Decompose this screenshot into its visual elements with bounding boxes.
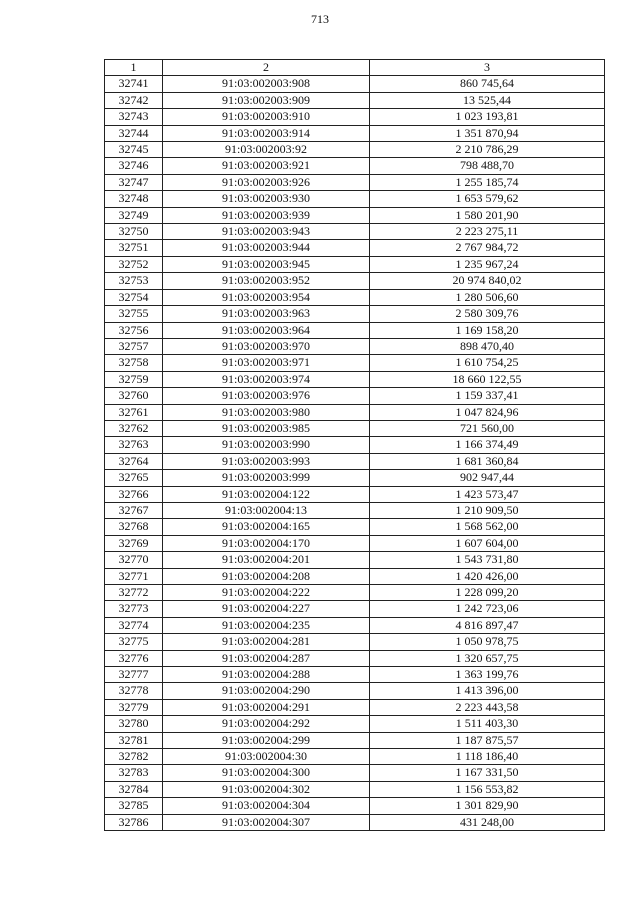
- cell-value: 1 320 657,75: [370, 650, 605, 666]
- table-row: [105, 224, 605, 240]
- cell-cadastral-number: 91:03:002003:974: [163, 371, 370, 387]
- table-row: [105, 273, 605, 289]
- cell-value: 1 543 731,80: [370, 552, 605, 568]
- cell-row-number: 32781: [105, 732, 163, 748]
- cell-value: 1 159 337,41: [370, 388, 605, 404]
- cell-value: 1 228 099,20: [370, 585, 605, 601]
- cell-cadastral-number: 91:03:002003:910: [163, 109, 370, 125]
- cell-row-number: 32763: [105, 437, 163, 453]
- cell-value: 2 210 786,29: [370, 142, 605, 158]
- table-row: [105, 388, 605, 404]
- table-row: [105, 92, 605, 108]
- cell-row-number: 32746: [105, 158, 163, 174]
- cell-value: 1 280 506,60: [370, 289, 605, 305]
- table-row: [105, 207, 605, 223]
- cell-row-number: 32742: [105, 92, 163, 108]
- table-row: [105, 650, 605, 666]
- cell-cadastral-number: 91:03:002004:222: [163, 585, 370, 601]
- cell-cadastral-number: 91:03:002004:288: [163, 667, 370, 683]
- cell-row-number: 32775: [105, 634, 163, 650]
- table-row: [105, 404, 605, 420]
- header-row: [105, 60, 605, 76]
- cell-cadastral-number: 91:03:002003:944: [163, 240, 370, 256]
- cell-cadastral-number: 91:03:002003:954: [163, 289, 370, 305]
- cell-cadastral-number: 91:03:002003:963: [163, 306, 370, 322]
- table-row: [105, 289, 605, 305]
- cell-row-number: 32764: [105, 453, 163, 469]
- cell-value: 2 580 309,76: [370, 306, 605, 322]
- table-row: [105, 699, 605, 715]
- cell-value: 721 560,00: [370, 420, 605, 436]
- cell-row-number: 32750: [105, 224, 163, 240]
- cell-value: 1 653 579,62: [370, 191, 605, 207]
- cell-row-number: 32786: [105, 814, 163, 830]
- page-number: 713: [311, 12, 329, 26]
- cell-value: 1 187 875,57: [370, 732, 605, 748]
- cell-value: 2 223 443,58: [370, 699, 605, 715]
- cell-value: 1 047 824,96: [370, 404, 605, 420]
- cell-row-number: 32755: [105, 306, 163, 322]
- cell-value: 1 610 754,25: [370, 355, 605, 371]
- cell-cadastral-number: 91:03:002003:970: [163, 338, 370, 354]
- cell-cadastral-number: 91:03:002003:908: [163, 76, 370, 92]
- table-row: [105, 765, 605, 781]
- table-row: [105, 240, 605, 256]
- cell-cadastral-number: 91:03:002004:227: [163, 601, 370, 617]
- cell-cadastral-number: 91:03:002004:170: [163, 535, 370, 551]
- cell-row-number: 32784: [105, 781, 163, 797]
- column-header-value: 3: [370, 60, 605, 76]
- cell-cadastral-number: 91:03:002003:993: [163, 453, 370, 469]
- cell-row-number: 32747: [105, 174, 163, 190]
- cell-row-number: 32745: [105, 142, 163, 158]
- table-row: [105, 814, 605, 830]
- cell-value: 1 351 870,94: [370, 125, 605, 141]
- cell-row-number: 32759: [105, 371, 163, 387]
- column-header-cadastral-number: 2: [163, 60, 370, 76]
- table-row: [105, 667, 605, 683]
- cell-row-number: 32773: [105, 601, 163, 617]
- cell-row-number: 32774: [105, 617, 163, 633]
- cell-value: 1 420 426,00: [370, 568, 605, 584]
- cell-cadastral-number: 91:03:002003:976: [163, 388, 370, 404]
- table-row: [105, 371, 605, 387]
- table-row: [105, 76, 605, 92]
- cell-cadastral-number: 91:03:002004:208: [163, 568, 370, 584]
- table-row: [105, 174, 605, 190]
- cell-row-number: 32767: [105, 502, 163, 518]
- cell-cadastral-number: 91:03:002003:999: [163, 470, 370, 486]
- cell-cadastral-number: 91:03:002003:930: [163, 191, 370, 207]
- cell-row-number: 32765: [105, 470, 163, 486]
- table-row: [105, 437, 605, 453]
- cell-value: 1 607 604,00: [370, 535, 605, 551]
- table-row: [105, 732, 605, 748]
- cell-value: 1 681 360,84: [370, 453, 605, 469]
- cell-row-number: 32772: [105, 585, 163, 601]
- table-row: [105, 470, 605, 486]
- cell-row-number: 32777: [105, 667, 163, 683]
- cell-cadastral-number: 91:03:002003:939: [163, 207, 370, 223]
- cell-value: 1 511 403,30: [370, 716, 605, 732]
- cell-cadastral-number: 91:03:002004:304: [163, 798, 370, 814]
- cell-cadastral-number: 91:03:002003:92: [163, 142, 370, 158]
- cell-row-number: 32768: [105, 519, 163, 535]
- cell-row-number: 32741: [105, 76, 163, 92]
- table-row: [105, 683, 605, 699]
- cell-cadastral-number: 91:03:002003:964: [163, 322, 370, 338]
- cell-cadastral-number: 91:03:002004:287: [163, 650, 370, 666]
- cell-cadastral-number: 91:03:002004:299: [163, 732, 370, 748]
- table-row: [105, 749, 605, 765]
- table-row: [105, 634, 605, 650]
- cell-value: 798 488,70: [370, 158, 605, 174]
- table-row: [105, 306, 605, 322]
- table-row: [105, 781, 605, 797]
- cell-value: 4 816 897,47: [370, 617, 605, 633]
- cell-cadastral-number: 91:03:002004:235: [163, 617, 370, 633]
- cell-cadastral-number: 91:03:002003:990: [163, 437, 370, 453]
- cell-value: 1 363 199,76: [370, 667, 605, 683]
- cell-value: 20 974 840,02: [370, 273, 605, 289]
- cell-value: 1 568 562,00: [370, 519, 605, 535]
- cell-value: 860 745,64: [370, 76, 605, 92]
- cell-cadastral-number: 91:03:002003:943: [163, 224, 370, 240]
- cell-value: 1 156 553,82: [370, 781, 605, 797]
- cell-cadastral-number: 91:03:002003:926: [163, 174, 370, 190]
- cell-row-number: 32782: [105, 749, 163, 765]
- cell-row-number: 32776: [105, 650, 163, 666]
- cell-row-number: 32754: [105, 289, 163, 305]
- cell-row-number: 32753: [105, 273, 163, 289]
- cell-cadastral-number: 91:03:002003:971: [163, 355, 370, 371]
- cell-cadastral-number: 91:03:002003:914: [163, 125, 370, 141]
- cell-value: 898 470,40: [370, 338, 605, 354]
- cell-cadastral-number: 91:03:002004:300: [163, 765, 370, 781]
- cell-row-number: 32766: [105, 486, 163, 502]
- cell-row-number: 32769: [105, 535, 163, 551]
- cell-row-number: 32751: [105, 240, 163, 256]
- cell-cadastral-number: 91:03:002004:291: [163, 699, 370, 715]
- cell-value: 1 235 967,24: [370, 256, 605, 272]
- cell-row-number: 32778: [105, 683, 163, 699]
- table-row: [105, 158, 605, 174]
- cell-value: 1 210 909,50: [370, 502, 605, 518]
- cell-row-number: 32779: [105, 699, 163, 715]
- table-body: [105, 76, 605, 831]
- cell-row-number: 32780: [105, 716, 163, 732]
- cell-row-number: 32752: [105, 256, 163, 272]
- cell-value: 1 169 158,20: [370, 322, 605, 338]
- cell-row-number: 32761: [105, 404, 163, 420]
- cell-cadastral-number: 91:03:002004:302: [163, 781, 370, 797]
- cell-row-number: 32756: [105, 322, 163, 338]
- cell-value: 1 242 723,06: [370, 601, 605, 617]
- cell-row-number: 32770: [105, 552, 163, 568]
- cell-cadastral-number: 91:03:002003:945: [163, 256, 370, 272]
- column-header-number: 1: [105, 60, 163, 76]
- table-row: [105, 453, 605, 469]
- table-row: [105, 125, 605, 141]
- cell-row-number: 32771: [105, 568, 163, 584]
- table-row: [105, 502, 605, 518]
- cell-row-number: 32749: [105, 207, 163, 223]
- table-row: [105, 552, 605, 568]
- table-row: [105, 256, 605, 272]
- table-row: [105, 486, 605, 502]
- table-row: [105, 585, 605, 601]
- table-row: [105, 191, 605, 207]
- table-row: [105, 601, 605, 617]
- table-header: [105, 60, 605, 76]
- table-row: [105, 355, 605, 371]
- cell-cadastral-number: 91:03:002003:921: [163, 158, 370, 174]
- cell-cadastral-number: 91:03:002004:290: [163, 683, 370, 699]
- table-row: [105, 716, 605, 732]
- table-row: [105, 519, 605, 535]
- cell-cadastral-number: 91:03:002004:281: [163, 634, 370, 650]
- cell-row-number: 32748: [105, 191, 163, 207]
- cell-value: 1 580 201,90: [370, 207, 605, 223]
- cell-cadastral-number: 91:03:002004:292: [163, 716, 370, 732]
- cell-row-number: 32760: [105, 388, 163, 404]
- cell-row-number: 32744: [105, 125, 163, 141]
- cell-value: 18 660 122,55: [370, 371, 605, 387]
- table-row: [105, 109, 605, 125]
- cell-row-number: 32743: [105, 109, 163, 125]
- cell-value: 13 525,44: [370, 92, 605, 108]
- table-row: [105, 617, 605, 633]
- cell-value: 1 023 193,81: [370, 109, 605, 125]
- table-row: [105, 798, 605, 814]
- cell-row-number: 32758: [105, 355, 163, 371]
- table-row: [105, 142, 605, 158]
- cell-row-number: 32783: [105, 765, 163, 781]
- cell-cadastral-number: 91:03:002003:980: [163, 404, 370, 420]
- cell-value: 1 301 829,90: [370, 798, 605, 814]
- cell-cadastral-number: 91:03:002004:201: [163, 552, 370, 568]
- cell-cadastral-number: 91:03:002004:30: [163, 749, 370, 765]
- cell-value: 1 050 978,75: [370, 634, 605, 650]
- cell-value: 902 947,44: [370, 470, 605, 486]
- table-row: [105, 322, 605, 338]
- cell-cadastral-number: 91:03:002003:985: [163, 420, 370, 436]
- cell-row-number: 32762: [105, 420, 163, 436]
- cell-cadastral-number: 91:03:002003:909: [163, 92, 370, 108]
- cell-value: 1 423 573,47: [370, 486, 605, 502]
- table-row: [105, 568, 605, 584]
- table-row: [105, 535, 605, 551]
- cell-value: 2 767 984,72: [370, 240, 605, 256]
- cell-value: 2 223 275,11: [370, 224, 605, 240]
- cell-cadastral-number: 91:03:002004:165: [163, 519, 370, 535]
- table-row: [105, 420, 605, 436]
- table-row: [105, 338, 605, 354]
- cell-value: 431 248,00: [370, 814, 605, 830]
- cell-row-number: 32785: [105, 798, 163, 814]
- registry-table: [104, 59, 605, 831]
- cell-value: 1 166 374,49: [370, 437, 605, 453]
- cell-value: 1 255 185,74: [370, 174, 605, 190]
- cell-cadastral-number: 91:03:002004:307: [163, 814, 370, 830]
- cell-value: 1 167 331,50: [370, 765, 605, 781]
- cell-cadastral-number: 91:03:002004:13: [163, 502, 370, 518]
- cell-row-number: 32757: [105, 338, 163, 354]
- cell-value: 1 413 396,00: [370, 683, 605, 699]
- cell-cadastral-number: 91:03:002003:952: [163, 273, 370, 289]
- cell-value: 1 118 186,40: [370, 749, 605, 765]
- cell-cadastral-number: 91:03:002004:122: [163, 486, 370, 502]
